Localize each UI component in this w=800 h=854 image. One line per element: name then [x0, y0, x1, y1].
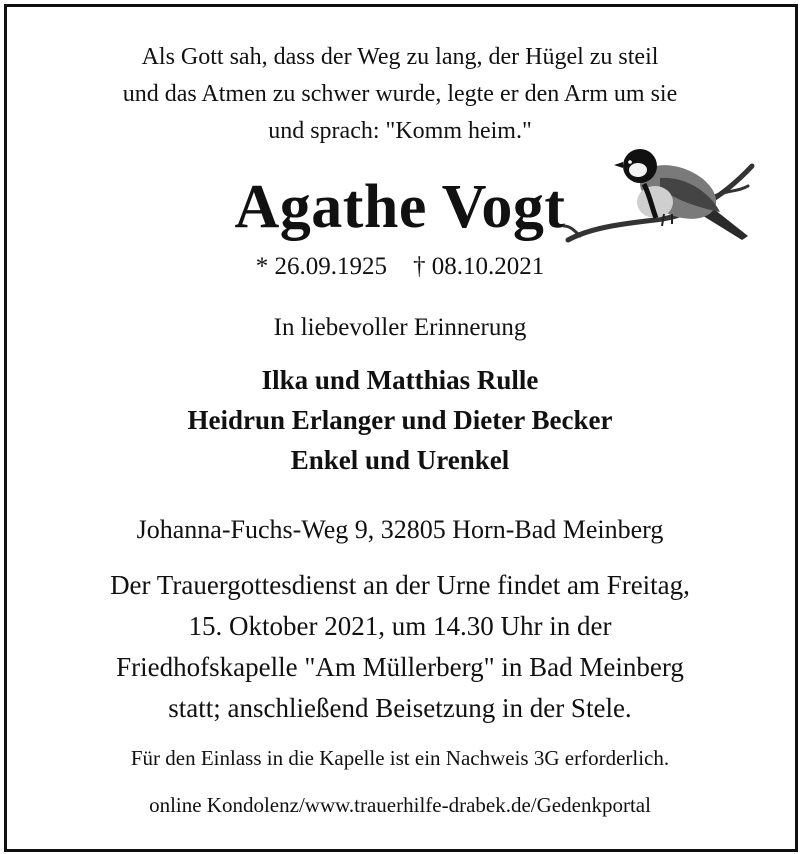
verse-line-1: Als Gott sah, dass der Weg zu lang, der Hügel zu steil	[141, 44, 659, 70]
service-line-1: Der Trauergottesdienst an der Urne findet am Freitag,	[110, 570, 690, 600]
mourner-line-3: Enkel und Urenkel	[290, 445, 510, 475]
address-line: Johanna-Fuchs-Weg 9, 32805 Horn-Bad Meinberg	[136, 515, 664, 544]
verse-line-2: und das Atmen zu schwer wurde, legte er den Arm um sie	[122, 81, 678, 107]
online-condolence: online Kondolenz/www.trauerhilfe-drabek.de/Gedenkportal	[149, 793, 651, 817]
service-line-3: Friedhofskapelle "Am Müllerberg" in Bad Meinberg	[116, 652, 684, 682]
life-dates	[0, 254, 800, 279]
mourner-line-2: Heidrun Erlanger und Dieter Becker	[187, 405, 613, 435]
deceased-name: Agathe Vogt	[234, 173, 566, 241]
service-line-4: statt; anschließend Beisetzung in der Stele.	[168, 693, 632, 723]
admission-notice: Für den Einlass in die Kapelle ist ein Nachweis 3G erforderlich.	[130, 746, 670, 770]
service-line-2: 15. Oktober 2021, um 14.30 Uhr in der	[188, 611, 612, 641]
memory-line: In liebevoller Erinnerung	[273, 314, 527, 341]
bird-on-branch-icon	[560, 140, 760, 250]
death-date: † 08.10.2021	[413, 253, 545, 280]
birth-date: * 26.09.1925	[255, 253, 387, 280]
verse-line-3: und sprach: "Komm heim."	[268, 118, 532, 144]
mourner-line-1: Ilka und Matthias Rulle	[261, 365, 539, 395]
